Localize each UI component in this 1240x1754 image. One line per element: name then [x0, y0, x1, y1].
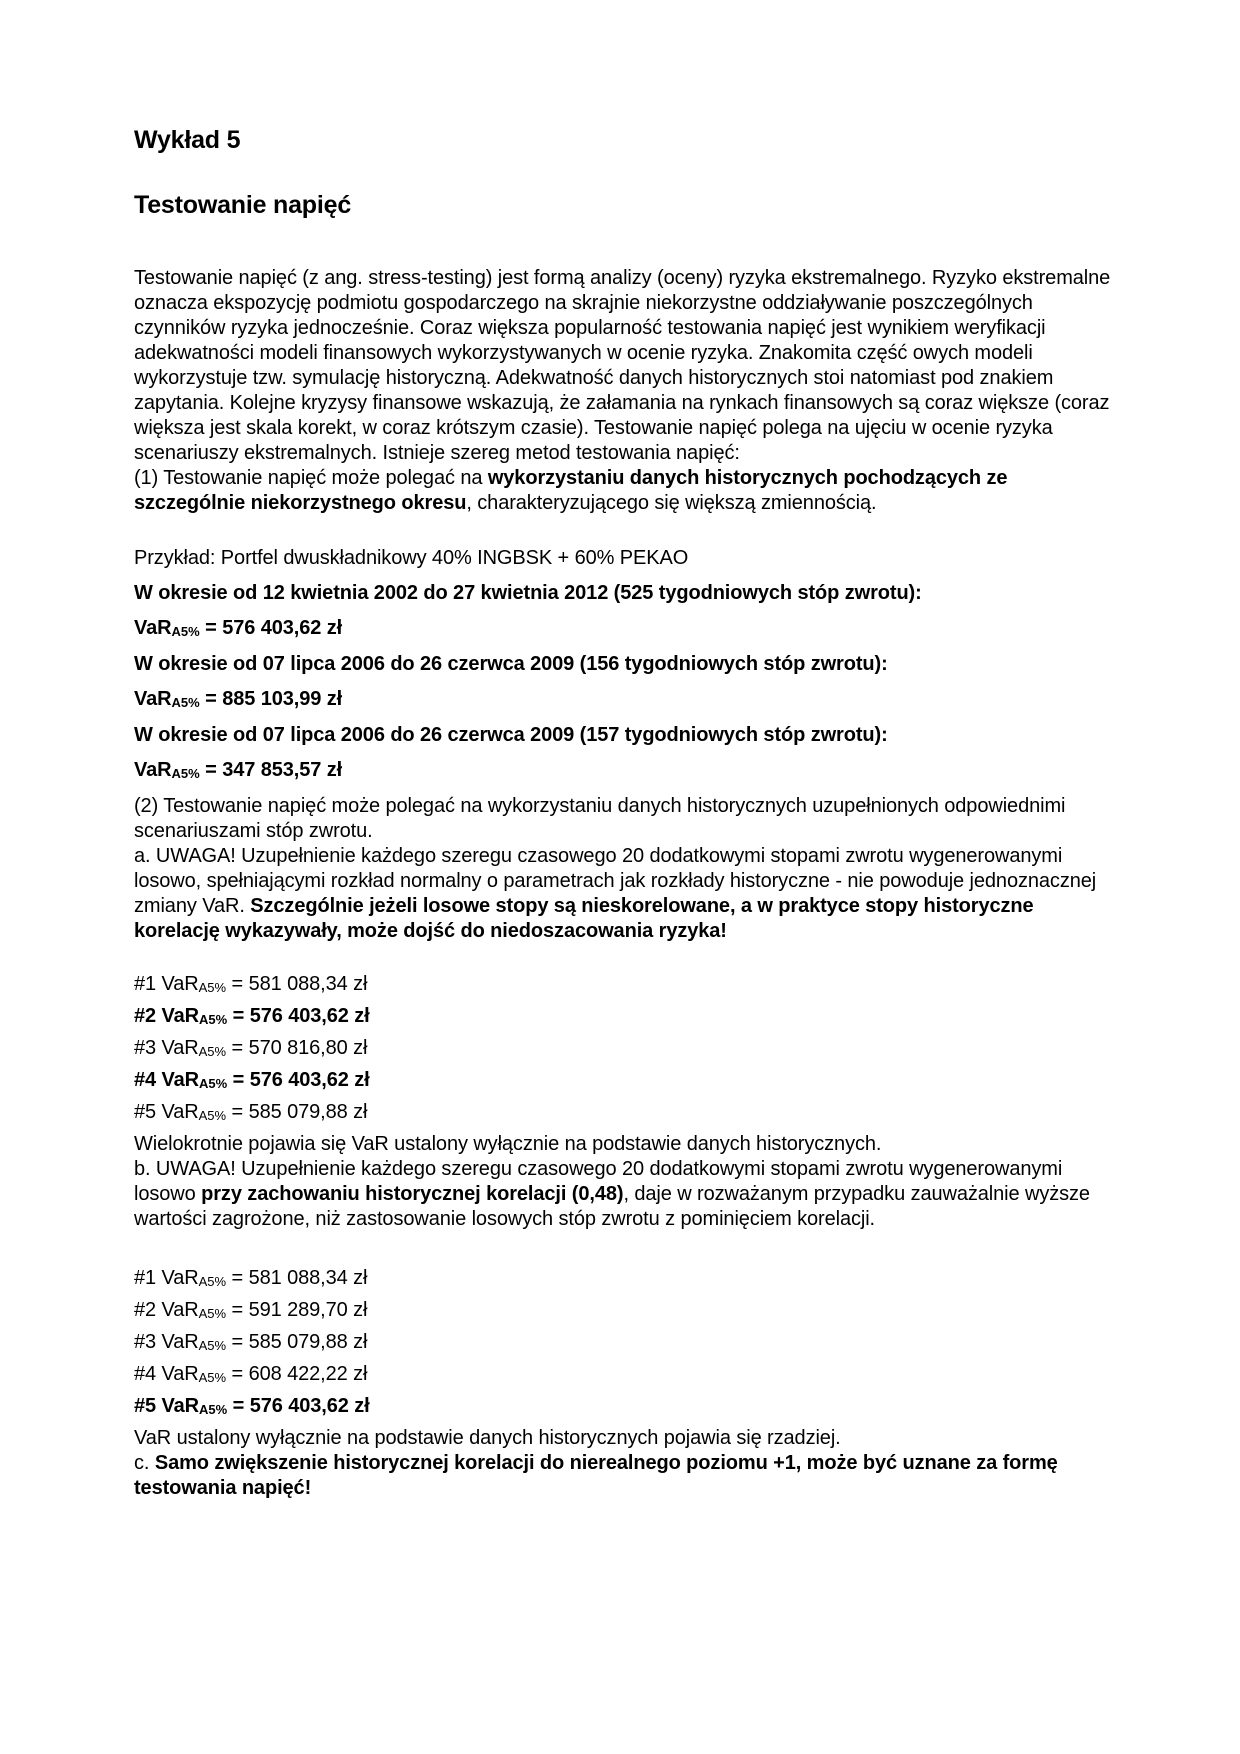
document-content [134, 126, 1112, 1501]
var-value: = 347 853,57 zł [199, 759, 343, 781]
var-result [134, 616, 1112, 642]
var-list-item [134, 1004, 1112, 1030]
var-value: = 576 403,62 zł [227, 1395, 370, 1417]
var-list-item [134, 1330, 1112, 1356]
var-value: = 570 816,80 zł [226, 1037, 368, 1059]
var-subscript: A5% [198, 1306, 227, 1321]
period-label: W okresie od 07 lipca 2006 do 26 czerwca 2009 (157 tygodniowych stóp zwrotu): [134, 724, 888, 746]
var-subscript: A5% [171, 624, 200, 639]
var-subscript: A5% [198, 1044, 227, 1059]
var-prefix: VaR [134, 617, 172, 639]
var-prefix: #3 VaR [134, 1037, 199, 1059]
var-subscript: A5% [199, 1012, 228, 1027]
var-subscript: A5% [198, 1108, 227, 1123]
var-prefix: #5 VaR [134, 1395, 200, 1417]
var-result [134, 687, 1112, 713]
after-list-a-paragraph: Wielokrotnie pojawia się VaR ustalony wyłącznie na podstawie danych historycznych. [134, 1133, 882, 1155]
text-run-bold: Szczególnie jeżeli losowe stopy są nieskorelowane, a w praktyce stopy historyczne korelację wykazywały, może dojść do niedoszacowania ryzyka! [134, 895, 1034, 942]
var-subscript: A5% [198, 1338, 227, 1353]
var-prefix: #3 VaR [134, 1331, 199, 1353]
text-run: , charakteryzującego się większą zmiennością. [466, 492, 877, 514]
var-prefix: #1 VaR [134, 1267, 199, 1289]
closing-paragraph-1: VaR ustalony wyłącznie na podstawie danych historycznych pojawia się rzadziej. [134, 1427, 841, 1449]
period-label: W okresie od 07 lipca 2006 do 26 czerwca 2009 (156 tygodniowych stóp zwrotu): [134, 653, 888, 675]
intro-paragraph [134, 266, 1112, 466]
var-value: = 581 088,34 zł [226, 1267, 368, 1289]
var-prefix: VaR [134, 759, 172, 781]
var-subscript: A5% [198, 1370, 227, 1385]
text-run-bold: wykorzystaniu danych historycznych pochodzących ze szczególnie niekorzystnego okresu [134, 467, 1008, 514]
method-2-paragraph [134, 794, 1112, 844]
var-subscript: A5% [171, 766, 200, 781]
var-value: = 608 422,22 zł [226, 1363, 368, 1385]
text-run: (2) Testowanie napięć może polegać na wykorzystaniu danych historycznych uzupełnionych odpowiednimi scenariuszami stóp zwrotu. [134, 795, 1066, 842]
var-list-a [134, 972, 1112, 1126]
text-run: c. [134, 1452, 155, 1474]
var-list-b [134, 1266, 1112, 1420]
var-list-item [134, 1394, 1112, 1420]
text-run-bold: przy zachowaniu historycznej korelacji (0,48) [201, 1183, 624, 1205]
document-title: Testowanie napięć [134, 191, 352, 219]
lecture-heading: Wykład 5 [134, 126, 241, 154]
text-run: b. UWAGA! Uzupełnienie każdego szeregu czasowego 20 dodatkowymi stopami zwrotu wygenerowanymi losowo [134, 1158, 1063, 1205]
var-list-item [134, 1362, 1112, 1388]
note-a-paragraph [134, 844, 1112, 944]
var-value: = 576 403,62 zł [199, 617, 343, 639]
var-subscript: A5% [198, 1274, 227, 1289]
var-subscript: A5% [198, 980, 227, 995]
text-run: , daje w rozważanym przypadku zauważalnie wyższe wartości zagrożone, niż zastosowanie losowych stóp zwrotu z pominięciem korelacji. [134, 1183, 1090, 1230]
var-value: = 576 403,62 zł [227, 1069, 370, 1091]
var-list-item [134, 1266, 1112, 1292]
var-prefix: #5 VaR [134, 1101, 199, 1123]
var-subscript: A5% [199, 1402, 228, 1417]
var-list-item [134, 972, 1112, 998]
note-b-paragraph [134, 1157, 1112, 1232]
text-run: Testowanie napięć (z ang. stress-testing) jest formą analizy (oceny) ryzyka ekstremalnego. Ryzyko ekstremalne oznacza ekspozycję podmiotu gospodarczego na skrajnie niekorzystne oddziaływanie poszczególnych czynników ryzyka jednocześnie. Coraz większa popularność testowania napięć jest wynikiem weryfikacji adekwatności modeli finansowych wykorzystywanych w ocenie ryzyka. Znakomita część owych modeli wykorzystuje tzw. symulację historyczną. Adekwatność danych historycznych stoi natomiast pod znakiem zapytania. Kolejne kryzysy finansowe wskazują, że załamania na rynkach finansowych są coraz większe (coraz większa jest skala korekt, w coraz krótszym czasie). Testowanie napięć polega na ujęciu w ocenie ryzyka scenariuszy ekstremalnych. Istnieje szereg metod testowania napięć: [134, 267, 1111, 464]
var-list-item [134, 1100, 1112, 1126]
var-value: = 591 289,70 zł [226, 1299, 368, 1321]
var-prefix: #2 VaR [134, 1299, 199, 1321]
var-subscript: A5% [199, 1076, 228, 1091]
example-block [134, 546, 1112, 784]
var-list-item [134, 1298, 1112, 1324]
method-1-paragraph [134, 466, 1112, 516]
var-value: = 585 079,88 zł [226, 1331, 368, 1353]
var-value: = 885 103,99 zł [199, 688, 343, 710]
period-label: W okresie od 12 kwietnia 2002 do 27 kwietnia 2012 (525 tygodniowych stóp zwrotu): [134, 582, 922, 604]
var-prefix: #2 VaR [134, 1005, 200, 1027]
text-run: a. UWAGA! Uzupełnienie każdego szeregu czasowego 20 dodatkowymi stopami zwrotu wygenerowanymi losowo, spełniającymi rozkład normalny o parametrach jak rozkłady historyczne - nie powoduje jednoznacznej zmiany VaR. [134, 845, 1097, 917]
var-result [134, 758, 1112, 784]
var-prefix: #1 VaR [134, 973, 199, 995]
var-prefix: #4 VaR [134, 1363, 199, 1385]
var-list-item [134, 1068, 1112, 1094]
text-run: (1) Testowanie napięć może polegać na [134, 467, 488, 489]
var-value: = 576 403,62 zł [227, 1005, 370, 1027]
var-value: = 581 088,34 zł [226, 973, 368, 995]
var-list-item [134, 1036, 1112, 1062]
var-subscript: A5% [171, 695, 200, 710]
var-prefix: VaR [134, 688, 172, 710]
var-prefix: #4 VaR [134, 1069, 200, 1091]
var-value: = 585 079,88 zł [226, 1101, 368, 1123]
text-run-bold: Samo zwiększenie historycznej korelacji do nierealnego poziomu +1, może być uznane za formę testowania napięć! [134, 1452, 1058, 1499]
example-title: Przykład: Portfel dwuskładnikowy 40% INGBSK + 60% PEKAO [134, 547, 689, 569]
closing-paragraph-2 [134, 1451, 1112, 1501]
